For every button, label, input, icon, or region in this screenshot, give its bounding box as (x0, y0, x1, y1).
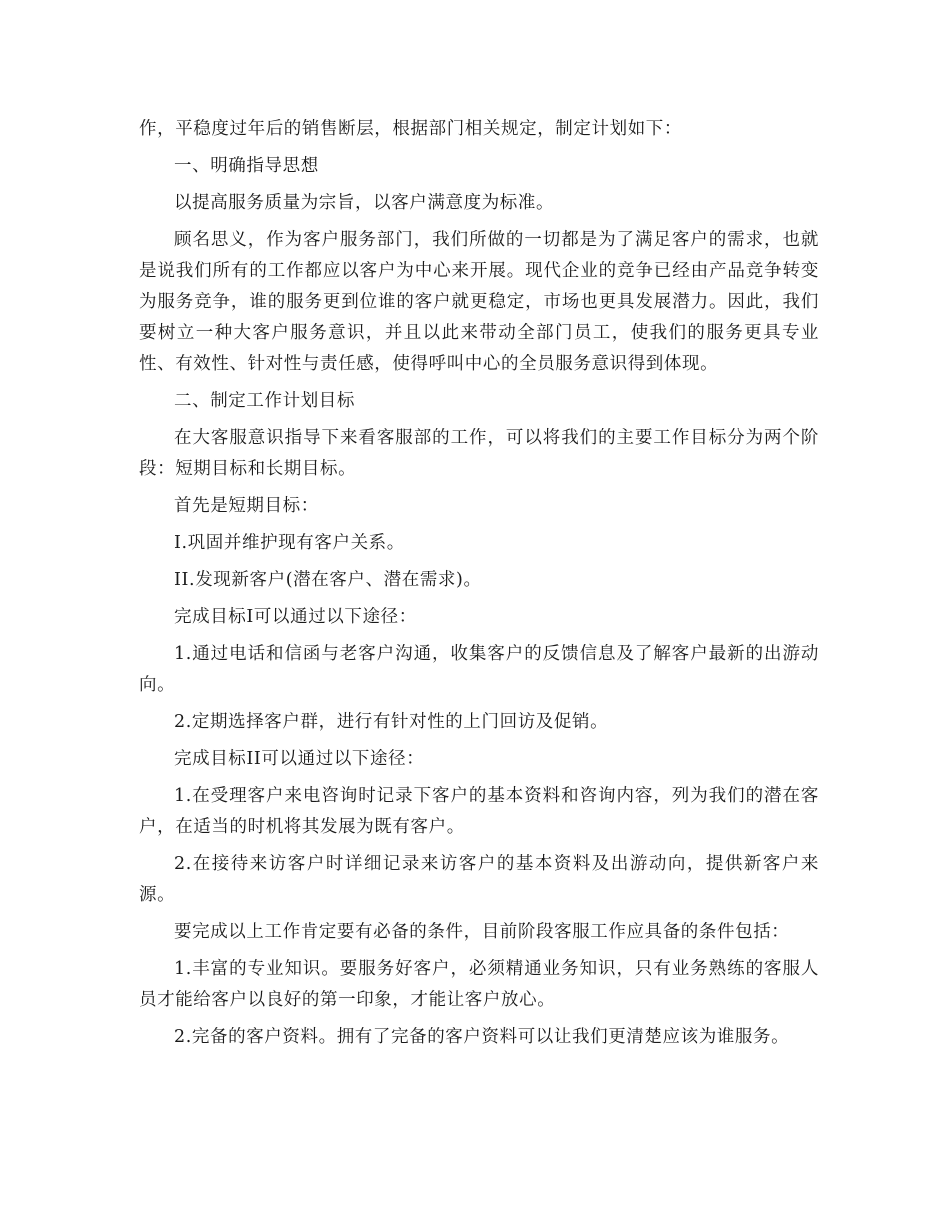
paragraph: 以提高服务质量为宗旨，以客户满意度为标准。 (174, 193, 555, 213)
paragraph: 要完成以上工作肯定要有必备的条件，目前阶段客服工作应具备的条件包括： (174, 922, 790, 942)
list-item: 2.完备的客户资料。拥有了完备的客户资料可以让我们更清楚应该为谁服务。 (174, 1027, 790, 1047)
list-item: 2.定期选择客户群，进行有针对性的上门回访及促销。 (174, 712, 609, 732)
paragraph: 作，平稳度过年后的销售断层，根据部门相关规定，制定计划如下： (139, 119, 682, 139)
section-heading: 二、制定工作计划目标 (174, 391, 355, 411)
document-body (139, 114, 819, 1059)
section-heading: 一、明确指导思想 (174, 156, 319, 176)
paragraph: 首先是短期目标： (174, 496, 319, 516)
list-item: 1.丰富的专业知识。要服务好客户，必须精通业务知识，只有业务熟练的客服人员才能给客户以良好的第一印象，才能让客户放心。 (139, 959, 819, 1010)
list-item: 2.在接待来访客户时详细记录来访客户的基本资料及出游动向，提供新客户来源。 (139, 854, 819, 905)
list-item: 1.通过电话和信函与老客户沟通，收集客户的反馈信息及了解客户最新的出游动向。 (139, 644, 819, 695)
paragraph: 在大客服意识指导下来看客服部的工作，可以将我们的主要工作目标分为两个阶段：短期目标和长期目标。 (139, 428, 819, 479)
paragraph: 完成目标II可以通过以下途径： (174, 749, 425, 769)
list-item: 1.在受理客户来电咨询时记录下客户的基本资料和咨询内容，列为我们的潜在客户，在适当的时机将其发展为既有客户。 (139, 786, 819, 837)
paragraph: 完成目标I可以通过以下途径： (174, 607, 417, 627)
paragraph: 顾名思义，作为客户服务部门，我们所做的一切都是为了满足客户的需求，也就是说我们所有的工作都应以客户为中心来开展。现代企业的竞争已经由产品竞争转变为服务竞争，谁的服务更到位谁的客户就更稳定，市场也更具发展潜力。因此，我们要树立一种大客户服务意识，并且以此来带动全部门员工，使我们的服务更具专业性、有效性、针对性与责任感，使得呼叫中心的全员服务意识得到体现。 (139, 230, 819, 374)
list-item: II.发现新客户(潜在客户、潜在需求)。 (174, 570, 482, 590)
list-item: I.巩固并维护现有客户关系。 (174, 533, 405, 553)
